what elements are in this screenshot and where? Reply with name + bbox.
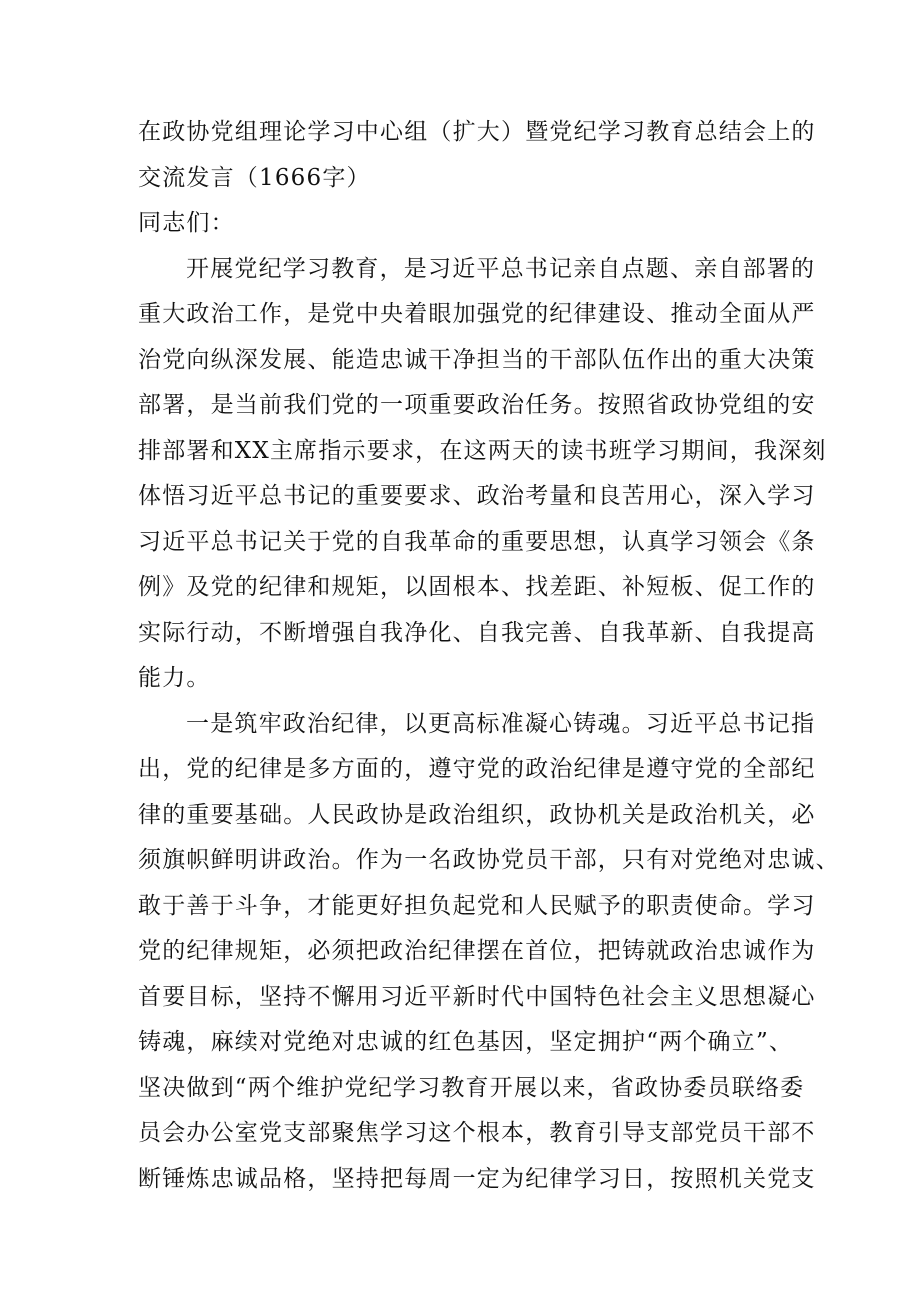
paragraph-line: 实际行动，不断增强自我净化、自我完善、自我革新、自我提高 bbox=[138, 619, 816, 646]
paragraph-line: 出，党的纪律是多方面的，遵守党的政治纪律是遵守党的全部纪 bbox=[138, 756, 816, 782]
paragraph-line: 铸魂，麻续对党绝对忠诚的红色基因，坚定拥护“两个确立”、 bbox=[138, 1029, 794, 1055]
paragraph-line: 党的纪律规矩，必须把政治纪律摆在首位，把铸就政治忠诚作为 bbox=[138, 938, 816, 964]
paragraph-line: 重大政治工作，是党中央着眼加强党的纪律建设、推动全面从严 bbox=[138, 301, 816, 327]
paragraph-line: 首要目标，坚持不懈用习近平新时代中国特色社会主义思想凝心 bbox=[138, 983, 816, 1010]
paragraph-line: 坚决做到“两个维护党纪学习教育开展以来，省政协委员联络委 bbox=[138, 1074, 805, 1101]
paragraph-line: 治党向纵深发展、能造忠诚干净担当的干部队伍作出的重大决策 bbox=[138, 346, 816, 373]
paragraph-line: 能力。 bbox=[138, 665, 211, 691]
paragraph-line: 排部署和XX主席指示要求，在这两天的读书班学习期间，我深刻 bbox=[138, 437, 827, 464]
paragraph-line: 开展党纪学习教育，是习近平总书记亲自点题、亲自部署的 bbox=[186, 255, 816, 282]
paragraph-1 bbox=[138, 247, 827, 702]
paragraph-2 bbox=[138, 702, 840, 1203]
paragraph-line: 例》及党的纪律和规矩，以固根本、找差距、补短板、促工作的 bbox=[138, 574, 816, 600]
paragraph-line: 体悟习近平总书记的重要要求、政治考量和良苦用心，深入学习 bbox=[138, 483, 816, 509]
paragraph-line: 断锤炼忠诚品格，坚持把每周一定为纪律学习日，按照机关党支 bbox=[138, 1165, 816, 1192]
paragraph-line: 部署，是当前我们党的一项重要政治任务。按照省政协党组的安 bbox=[138, 392, 816, 418]
document-page bbox=[138, 110, 840, 1202]
paragraph-line: 习近平总书记关于党的自我革命的重要思想，认真学习领会《条 bbox=[138, 528, 816, 555]
paragraph-line: 敢于善于斗争，才能更好担负起党和人民赋予的职责使命。学习 bbox=[138, 892, 816, 919]
salutation: 同志们： bbox=[138, 210, 235, 236]
document-title-line-1: 在政协党组理论学习中心组（扩大）暨党纪学习教育总结会上的 bbox=[138, 119, 816, 145]
paragraph-line: 律的重要基础。人民政协是政治组织，政协机关是政治机关，必 bbox=[138, 801, 816, 828]
paragraph-line: 一是筑牢政治纪律，以更高标准凝心铸魂。习近平总书记指 bbox=[186, 710, 816, 737]
document-title-line-2: 交流发言（1666字） bbox=[138, 164, 371, 191]
paragraph-line: 员会办公室党支部聚焦学习这个根本，教育引导支部党员干部不 bbox=[138, 1120, 816, 1146]
paragraph-line: 须旗帜鲜明讲政治。作为一名政协党员干部，只有对党绝对忠诚、 bbox=[138, 847, 840, 873]
